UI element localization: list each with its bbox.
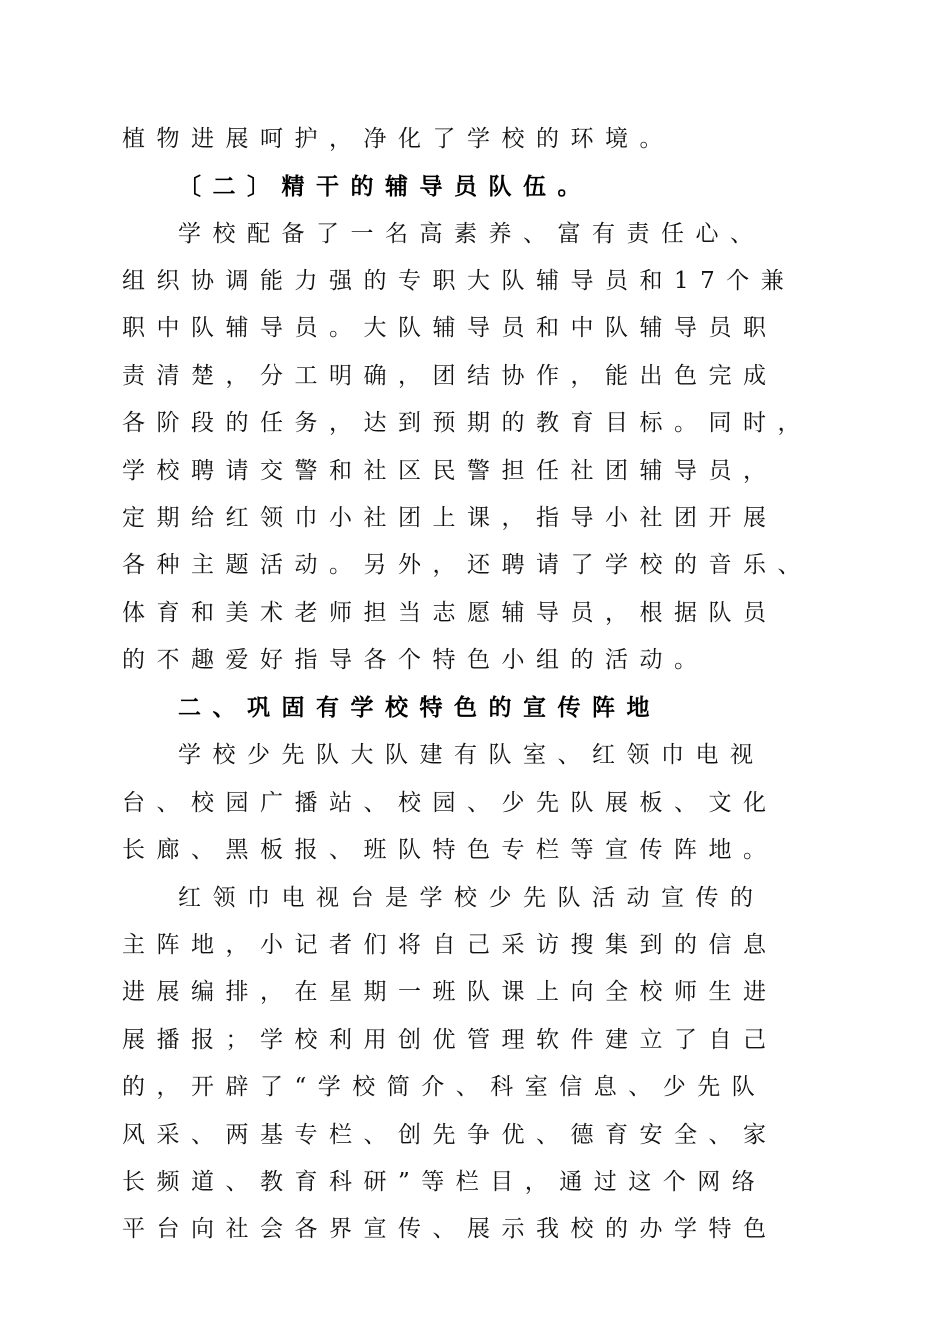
- paragraph-line: 各阶段的任务，达到预期的教育目标。同时，: [122, 410, 812, 436]
- paragraph-line: 主阵地，小记者们将自己采访搜集到的信息: [122, 932, 778, 958]
- paragraph-line: 的，开辟了“学校简介、科室信息、少先队: [122, 1074, 767, 1100]
- paragraph-line: 学校少先队大队建有队室、红领巾电视: [178, 742, 765, 768]
- paragraph-line: 进展编排，在星期一班队课上向全校师生进: [122, 979, 778, 1005]
- paragraph-line: 风采、两基专栏、创先争优、德育安全、家: [122, 1122, 778, 1148]
- section-heading: 〔二〕精干的辅导员队伍。: [178, 173, 592, 200]
- paragraph-line: 体育和美术老师担当志愿辅导员，根据队员: [122, 600, 778, 626]
- paragraph-line: 定期给红领巾小社团上课，指导小社团开展: [122, 505, 778, 531]
- paragraph-line: 学校配备了一名高素养、富有责任心、: [178, 221, 765, 247]
- paragraph-line: 责清楚，分工明确，团结协作，能出色完成: [122, 363, 778, 389]
- paragraph-line: 台、校园广播站、校园、少先队展板、文化: [122, 790, 778, 816]
- paragraph-line: 各种主题活动。另外，还聘请了学校的音乐、: [122, 552, 812, 578]
- paragraph-line: 长频道、教育科研”等栏目，通过这个网络: [122, 1169, 767, 1195]
- paragraph-line: 植物进展呵护，净化了学校的环境。: [122, 126, 674, 152]
- paragraph-line: 红领巾电视台是学校少先队活动宣传的: [178, 885, 765, 911]
- paragraph-line: 展播报；学校利用创优管理软件建立了自己: [122, 1027, 778, 1053]
- paragraph-line: 长廊、黑板报、班队特色专栏等宣传阵地。: [122, 837, 778, 863]
- section-heading: 二、巩固有学校特色的宣传阵地: [178, 694, 661, 721]
- paragraph-line: 职中队辅导员。大队辅导员和中队辅导员职: [122, 315, 778, 341]
- paragraph-line: 学校聘请交警和社区民警担任社团辅导员，: [122, 458, 778, 484]
- paragraph-line: 平台向社会各界宣传、展示我校的办学特色: [122, 1216, 778, 1242]
- paragraph-line: 的不趣爱好指导各个特色小组的活动。: [122, 647, 709, 673]
- paragraph-line: 组织协调能力强的专职大队辅导员和17个兼: [122, 268, 796, 294]
